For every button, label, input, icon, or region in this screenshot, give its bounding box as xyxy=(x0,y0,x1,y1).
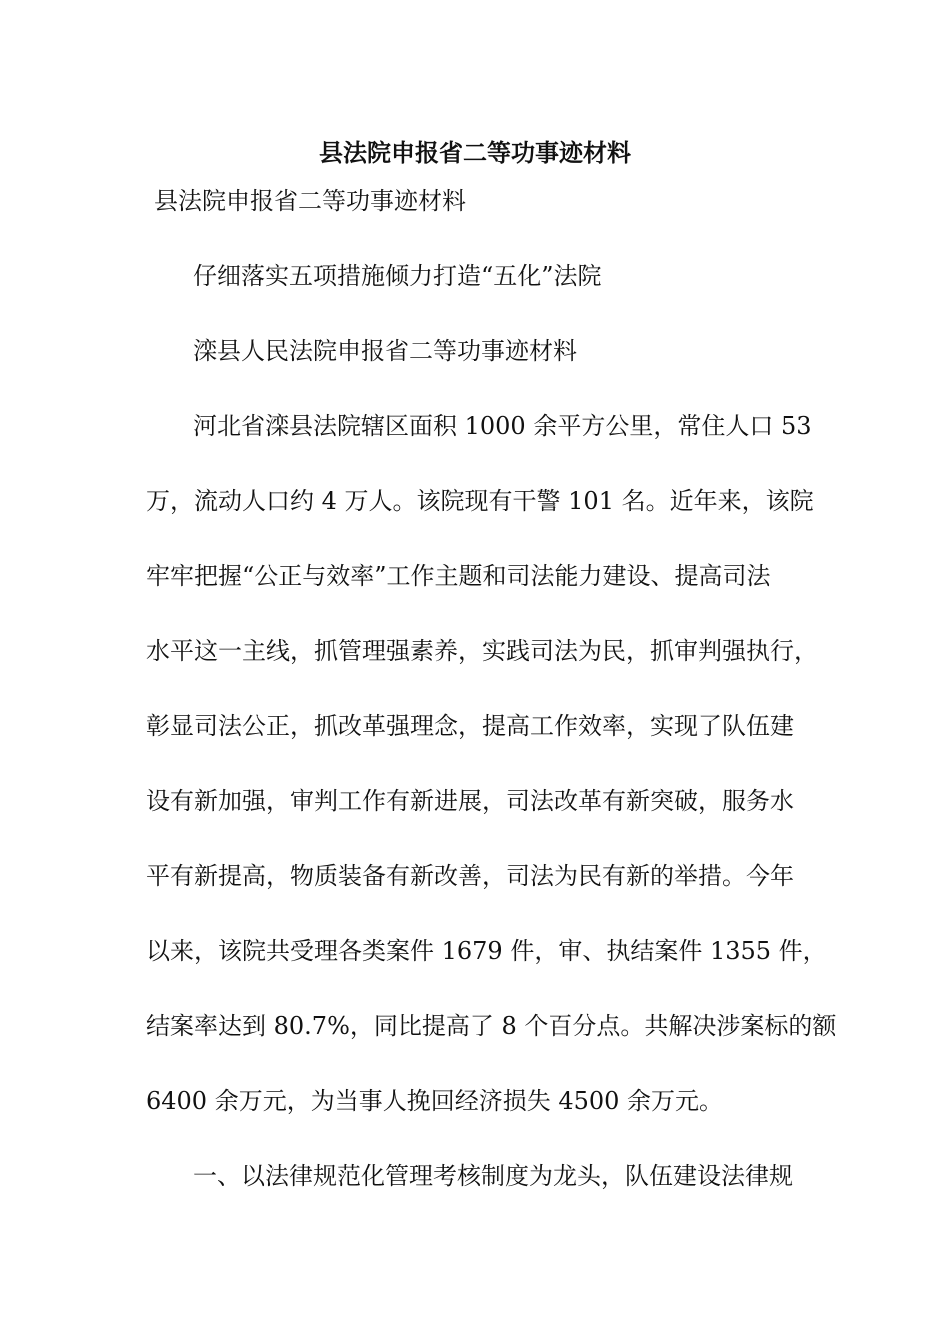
paragraph-line: 水平这一主线，抓管理强素养，实践司法为民，抓审判强执行， xyxy=(146,637,818,665)
paragraph-line: 6400 余万元，为当事人挽回经济损失 4500 余万元。 xyxy=(146,1087,724,1115)
paragraph-line: 河北省滦县法院辖区面积 1000 余平方公里，常住人口 53 xyxy=(193,412,812,440)
paragraph-line: 牢牢把握“公正与效率”工作主题和司法能力建设、提高司法 xyxy=(146,562,771,590)
document-subtitle: 县法院申报省二等功事迹材料 xyxy=(154,187,466,215)
section-heading-1: 一、以法律规范化管理考核制度为龙头，队伍建设法律规 xyxy=(193,1162,793,1190)
paragraph-line: 彰显司法公正，抓改革强理念，提高工作效率，实现了队伍建 xyxy=(146,712,794,740)
paragraph-line: 万，流动人口约 4 万人。该院现有干警 101 名。近年来，该院 xyxy=(146,487,814,515)
paragraph-line: 结案率达到 80.7%，同比提高了 8 个百分点。共解决涉案标的额 xyxy=(146,1012,837,1040)
paragraph-line: 以来，该院共受理各类案件 1679 件，审、执结案件 1355 件， xyxy=(146,937,827,965)
document-title: 县法院申报省二等功事迹材料 xyxy=(319,138,631,167)
paragraph-line: 平有新提高，物质装备有新改善，司法为民有新的举措。今年 xyxy=(146,862,794,890)
paragraph-line: 设有新加强，审判工作有新进展，司法改革有新突破，服务水 xyxy=(146,787,794,815)
heading-court-application: 滦县人民法院申报省二等功事迹材料 xyxy=(193,337,577,365)
heading-measures: 仔细落实五项措施倾力打造“五化”法院 xyxy=(193,262,602,290)
